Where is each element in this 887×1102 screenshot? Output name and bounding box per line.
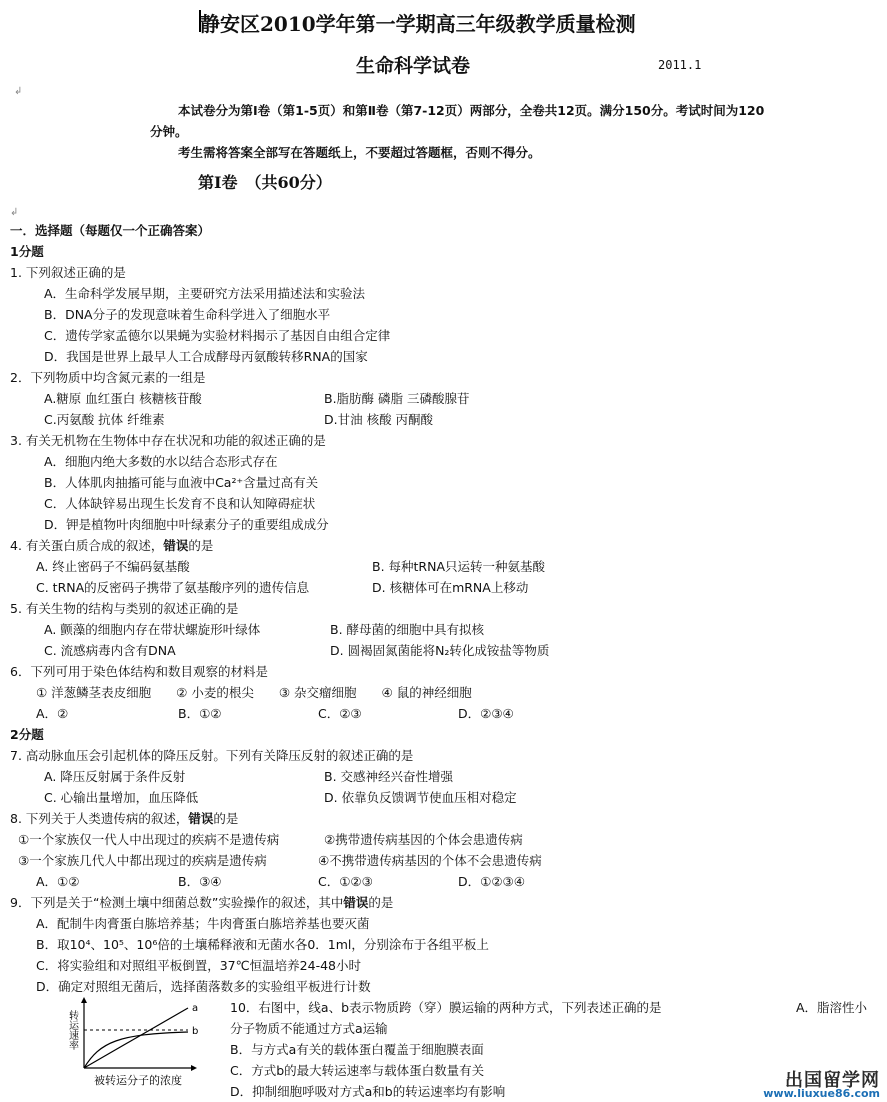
q8-option-c: C．①②③ — [318, 874, 373, 889]
q6-option-b: B．①② — [178, 706, 222, 721]
q5-option-d: D. 圆褐固氮菌能将N₂转化成铵盐等物质 — [330, 643, 550, 658]
q10-option-a: A．脂溶性小 — [796, 1000, 868, 1015]
q6-option-a: A．② — [36, 706, 69, 721]
q8-statement-4: ④不携带遗传病基因的个体不会患遗传病 — [318, 853, 542, 868]
figure-y-label: 转运速率 — [66, 1010, 78, 1050]
q10-option-d: D．抑制细胞呼吸对方式a和b的转运速率均有影响 — [230, 1084, 506, 1099]
instructions-line-2: 分钟。 — [150, 124, 188, 139]
q7-option-a: A. 降压反射属于条件反射 — [44, 769, 186, 784]
q2-option-a: A.糖原 血红蛋白 核糖核苷酸 — [44, 391, 202, 406]
q4-stem-text: 4. 有关蛋白质合成的叙述， — [10, 538, 164, 553]
q2-stem: 2．下列物质中均含氮元素的一组是 — [10, 370, 206, 385]
q4-option-c: C. tRNA的反密码子携带了氨基酸序列的遗传信息 — [36, 580, 310, 595]
figure-x-label: 被转运分子的浓度 — [94, 1074, 182, 1087]
q2-option-d: D.甘油 核酸 丙酮酸 — [324, 412, 434, 427]
exam-subtitle: 生命科学试卷 — [356, 55, 471, 77]
q8-option-b: B．③④ — [178, 874, 222, 889]
figure-x-arrow — [191, 1065, 197, 1071]
figure-y-arrow — [81, 997, 87, 1003]
q1-stem: 1. 下列叙述正确的是 — [10, 265, 126, 280]
q3-option-b: B．人体肌肉抽搐可能与血液中Ca²⁺含量过高有关 — [44, 475, 319, 490]
curve-a-label: a — [192, 1003, 199, 1014]
q6-option-c: C．②③ — [318, 706, 362, 721]
q4-option-b: B. 每种tRNA只运转一种氨基酸 — [372, 559, 546, 574]
paragraph-mark: ↲ — [14, 86, 23, 97]
q8-option-d: D．①②③④ — [458, 874, 525, 889]
group2-label: 2分题 — [10, 727, 44, 742]
q5-option-b: B. 酵母菌的细胞中具有拟核 — [330, 622, 485, 637]
q4-stem-emphasis: 错误 — [163, 538, 189, 553]
watermark — [720, 1066, 880, 1102]
q6-option-d: D．②③④ — [458, 706, 514, 721]
q8-stem-emphasis: 错误 — [188, 811, 214, 826]
part1-title: 第Ⅰ卷 （共60分） — [198, 173, 332, 192]
q10-option-b: B．与方式a有关的载体蛋白覆盖于细胞膜表面 — [230, 1042, 484, 1057]
q7-stem: 7. 高动脉血压会引起机体的降压反射。下列有关降压反射的叙述正确的是 — [10, 748, 414, 763]
q7-option-b: B. 交感神经兴奋性增强 — [324, 769, 454, 784]
section1-title: 一．选择题（每题仅一个正确答案） — [10, 223, 211, 238]
q10-option-c: C．方式b的最大转运速率与载体蛋白数量有关 — [230, 1063, 485, 1078]
q6-stem: 6．下列可用于染色体结构和数目观察的材料是 — [10, 664, 268, 679]
exam-title: 静安区2010学年第一学期高三年级教学质量检测 — [200, 12, 636, 36]
curve-a — [84, 1008, 188, 1068]
curve-b-label: b — [192, 1026, 199, 1037]
q8-stem-tail: 的是 — [213, 811, 239, 826]
q10-option-a-continued: 分子物质不能通过方式a运输 — [230, 1021, 388, 1036]
q5-option-a: A. 颤藻的细胞内存在带状螺旋形叶绿体 — [44, 622, 261, 637]
q5-option-c: C. 流感病毒内含有DNA — [44, 643, 176, 658]
q4-option-d: D. 核糖体可在mRNA上移动 — [372, 580, 529, 595]
q9-option-b: B．取10⁴、10⁵、10⁶倍的土壤稀释液和无菌水各0．1ml，分别涂布于各组平板上 — [36, 937, 489, 952]
q8-statement-1: ①一个家族仅一代人中出现过的疾病不是遗传病 — [18, 832, 280, 847]
q6-items: ① 洋葱鳞茎表皮细胞 ② 小麦的根尖 ③ 杂交瘤细胞 ④ 鼠的神经细胞 — [36, 685, 472, 700]
q9-option-a: A．配制牛肉膏蛋白胨培养基；牛肉膏蛋白胨培养基也要灭菌 — [36, 916, 370, 931]
q7-option-c: C. 心输出量增加，血压降低 — [44, 790, 199, 805]
q8-option-a: A．①② — [36, 874, 80, 889]
q4-stem — [10, 538, 213, 554]
q2-option-b: B.脂肪酶 磷脂 三磷酸腺苷 — [324, 391, 470, 406]
q9-option-d: D．确定对照组无菌后，选择菌落数多的实验组平板进行计数 — [36, 979, 371, 994]
watermark-url: www.liuxue86.com — [763, 1087, 880, 1100]
q9-stem — [10, 895, 393, 911]
q8-stem-text: 8. 下列关于人类遗传病的叙述， — [10, 811, 189, 826]
q2-option-c: C.丙氨酸 抗体 纤维素 — [44, 412, 165, 427]
q1-option-a: A．生命科学发展早期，主要研究方法采用描述法和实验法 — [44, 286, 366, 301]
q8-statement-3: ③一个家族几代人中都出现过的疾病是遗传病 — [18, 853, 267, 868]
q9-stem-text: 9．下列是关于“检测土壤中细菌总数”实验操作的叙述，其中 — [10, 895, 344, 910]
q9-option-c: C．将实验组和对照组平板倒置，37℃恒温培养24-48小时 — [36, 958, 361, 973]
q4-option-a: A. 终止密码子不编码氨基酸 — [36, 559, 190, 574]
instructions-line-1: 本试卷分为第Ⅰ卷（第1-5页）和第Ⅱ卷（第7-12页）两部分，全卷共12页。满分150分。考试时间为120 — [178, 103, 765, 118]
q3-stem: 3. 有关无机物在生物体中存在状况和功能的叙述正确的是 — [10, 433, 326, 448]
q3-option-c: C．人体缺锌易出现生长发育不良和认知障碍症状 — [44, 496, 316, 511]
q9-stem-emphasis: 错误 — [343, 895, 369, 910]
q9-stem-tail: 的是 — [368, 895, 394, 910]
q8-stem — [10, 811, 238, 827]
q8-statement-2: ②携带遗传病基因的个体会患遗传病 — [324, 832, 523, 847]
q4-stem-tail: 的是 — [188, 538, 214, 553]
group1-label: 1分题 — [10, 244, 44, 259]
q1-option-c: C．遗传学家孟德尔以果蝇为实验材料揭示了基因自由组合定律 — [44, 328, 391, 343]
q7-option-d: D. 依靠负反馈调节使血压相对稳定 — [324, 790, 517, 805]
watermark-logo-text: 出国留学网 — [785, 1070, 880, 1091]
q5-stem: 5. 有关生物的结构与类别的叙述正确的是 — [10, 601, 239, 616]
q1-option-b: B．DNA分子的发现意味着生命科学进入了细胞水平 — [44, 307, 331, 322]
q3-option-a: A．细胞内绝大多数的水以结合态形式存在 — [44, 454, 278, 469]
q1-option-d: D．我国是世界上最早人工合成酵母丙氨酸转移RNA的国家 — [44, 349, 368, 364]
transport-rate-figure — [38, 996, 218, 1088]
exam-date: 2011.1 — [658, 58, 702, 72]
paragraph-mark: ↲ — [10, 207, 19, 218]
instructions-line-3: 考生需将答案全部写在答题纸上，不要超过答题框，否则不得分。 — [178, 145, 541, 160]
q3-option-d: D．钾是植物叶肉细胞中叶绿素分子的重要组成成分 — [44, 517, 329, 532]
q10-stem: 10．右图中，线a、b表示物质跨（穿）膜运输的两种方式，下列表述正确的是 — [230, 1000, 662, 1015]
